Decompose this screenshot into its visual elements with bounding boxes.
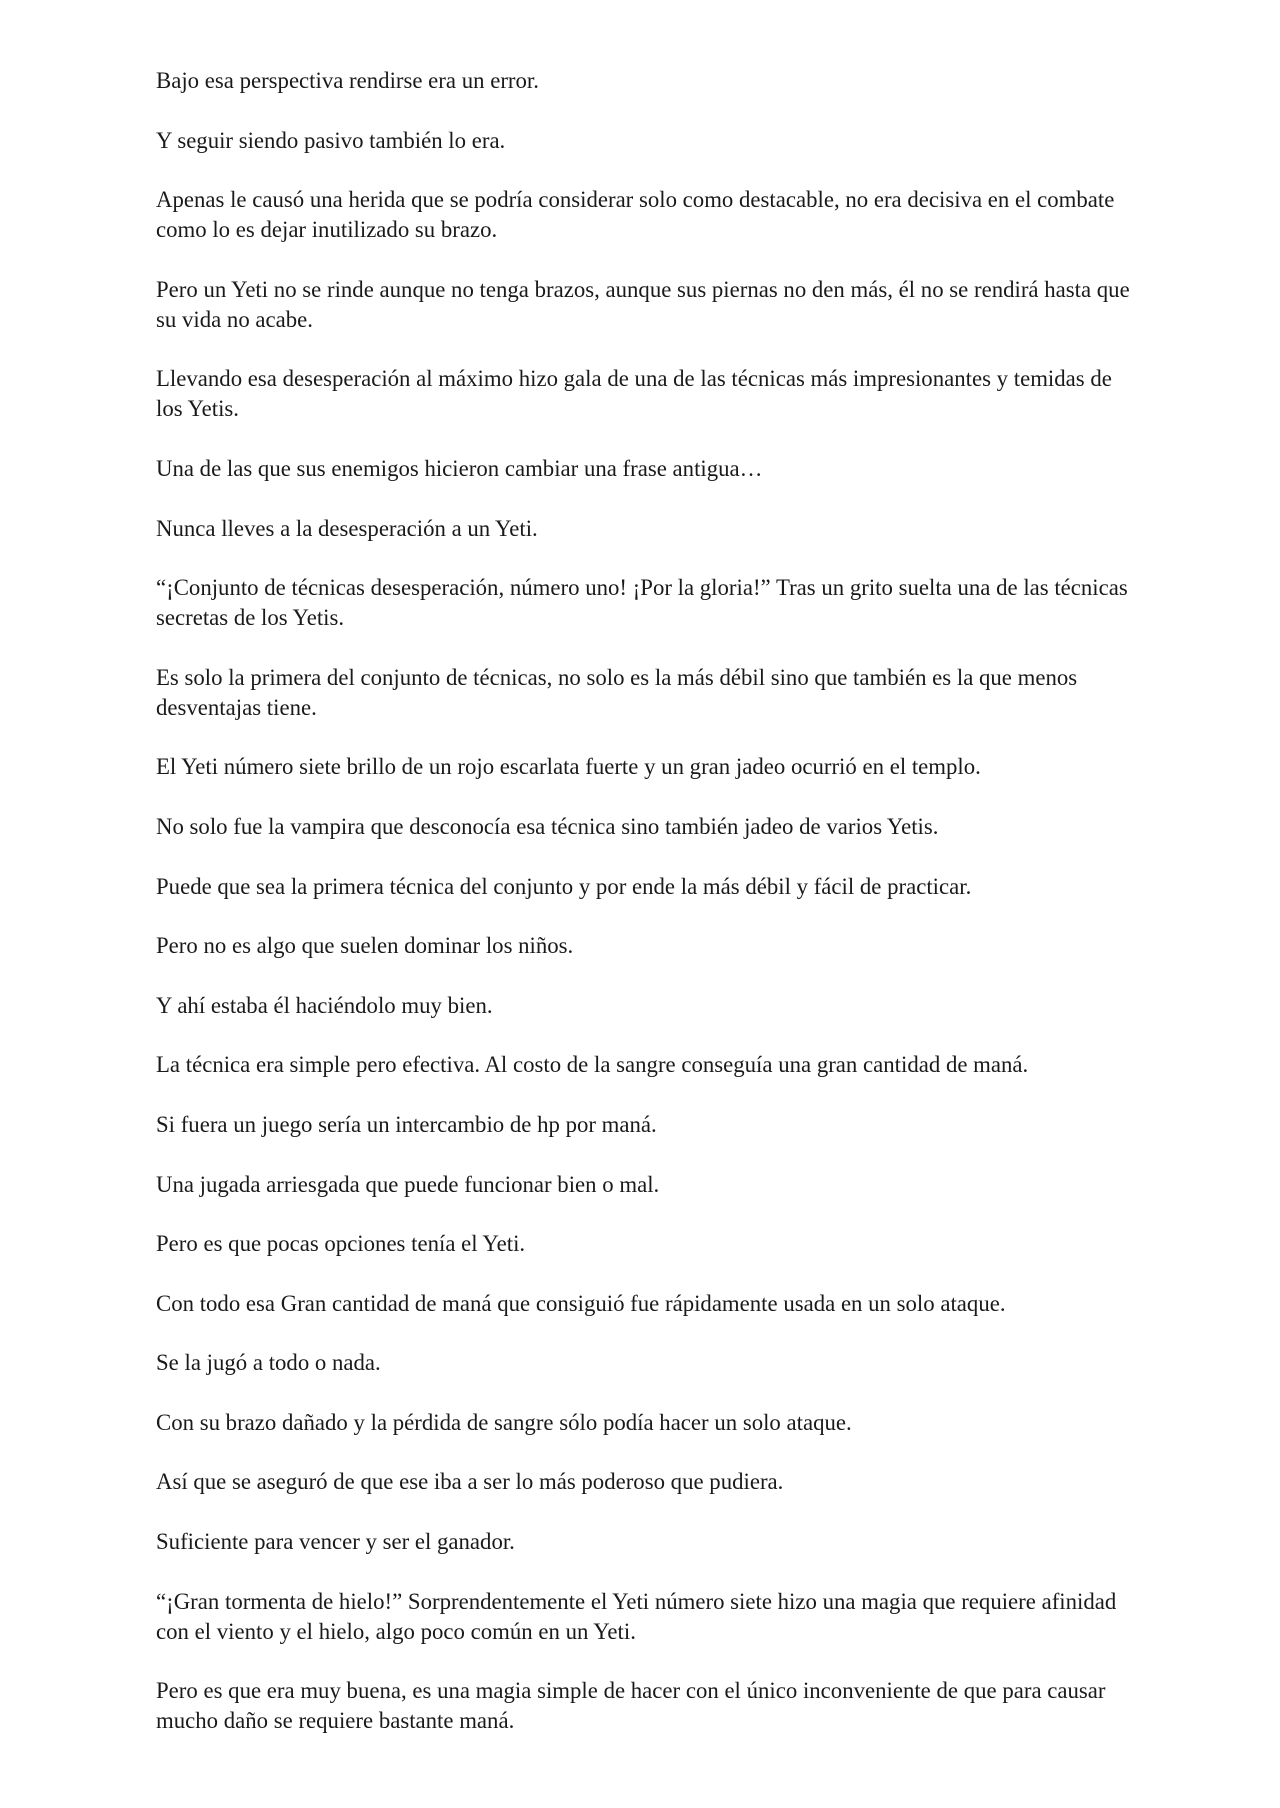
paragraph: Con todo esa Gran cantidad de maná que consiguió fue rápidamente usada en un solo ataque. <box>156 1290 1006 1316</box>
paragraph: “¡Gran tormenta de hielo!” Sorprendentemente el Yeti número siete hizo una magia que requiere afinidad con el viento y el hielo, algo poco común en un Yeti. <box>156 1588 1117 1644</box>
paragraph: Con su brazo dañado y la pérdida de sangre sólo podía hacer un solo ataque. <box>156 1409 852 1435</box>
paragraph: Se la jugó a todo o nada. <box>156 1350 381 1376</box>
paragraph: La técnica era simple pero efectiva. Al costo de la sangre conseguía una gran cantidad de maná. <box>156 1052 1029 1078</box>
paragraph: Así que se aseguró de que ese iba a ser lo más poderoso que pudiera. <box>156 1469 784 1495</box>
paragraph: Nunca lleves a la desesperación a un Yeti. <box>156 515 538 541</box>
paragraph: Pero es que era muy buena, es una magia simple de hacer con el único inconveniente de que para causar mucho daño se requiere bastante maná. <box>156 1678 1106 1734</box>
document-page <box>156 66 1136 1766</box>
paragraph: El Yeti número siete brillo de un rojo escarlata fuerte y un gran jadeo ocurrió en el templo. <box>156 754 981 780</box>
paragraph: Es solo la primera del conjunto de técnicas, no solo es la más débil sino que también es la que menos desventajas tiene. <box>156 664 1078 720</box>
paragraph: Pero un Yeti no se rinde aunque no tenga brazos, aunque sus piernas no den más, él no se rendirá hasta que su vida no acabe. <box>156 276 1130 332</box>
paragraph: Y ahí estaba él haciéndolo muy bien. <box>156 992 493 1018</box>
paragraph: Bajo esa perspectiva rendirse era un error. <box>156 68 539 93</box>
paragraph: Puede que sea la primera técnica del conjunto y por ende la más débil y fácil de practicar. <box>156 873 972 899</box>
paragraph: No solo fue la vampira que desconocía esa técnica sino también jadeo de varios Yetis. <box>156 813 939 839</box>
paragraph: Si fuera un juego sería un intercambio de hp por maná. <box>156 1111 657 1137</box>
paragraph: “¡Conjunto de técnicas desesperación, número uno! ¡Por la gloria!” Tras un grito suelta una de las técnicas secretas de los Yetis. <box>156 575 1128 631</box>
paragraph: Pero no es algo que suelen dominar los niños. <box>156 933 574 959</box>
paragraph: Apenas le causó una herida que se podría considerar solo como destacable, no era decisiva en el combate como lo es dejar inutilizado su brazo. <box>156 187 1115 243</box>
paragraph: Pero es que pocas opciones tenía el Yeti. <box>156 1231 526 1257</box>
paragraph: Una de las que sus enemigos hicieron cambiar una frase antigua… <box>156 455 763 481</box>
paragraph: Llevando esa desesperación al máximo hizo gala de una de las técnicas más impresionantes y temidas de los Yetis. <box>156 366 1112 422</box>
paragraph: Suficiente para vencer y ser el ganador. <box>156 1529 515 1555</box>
paragraph: Y seguir siendo pasivo también lo era. <box>156 127 506 153</box>
paragraph: Una jugada arriesgada que puede funcionar bien o mal. <box>156 1171 660 1197</box>
